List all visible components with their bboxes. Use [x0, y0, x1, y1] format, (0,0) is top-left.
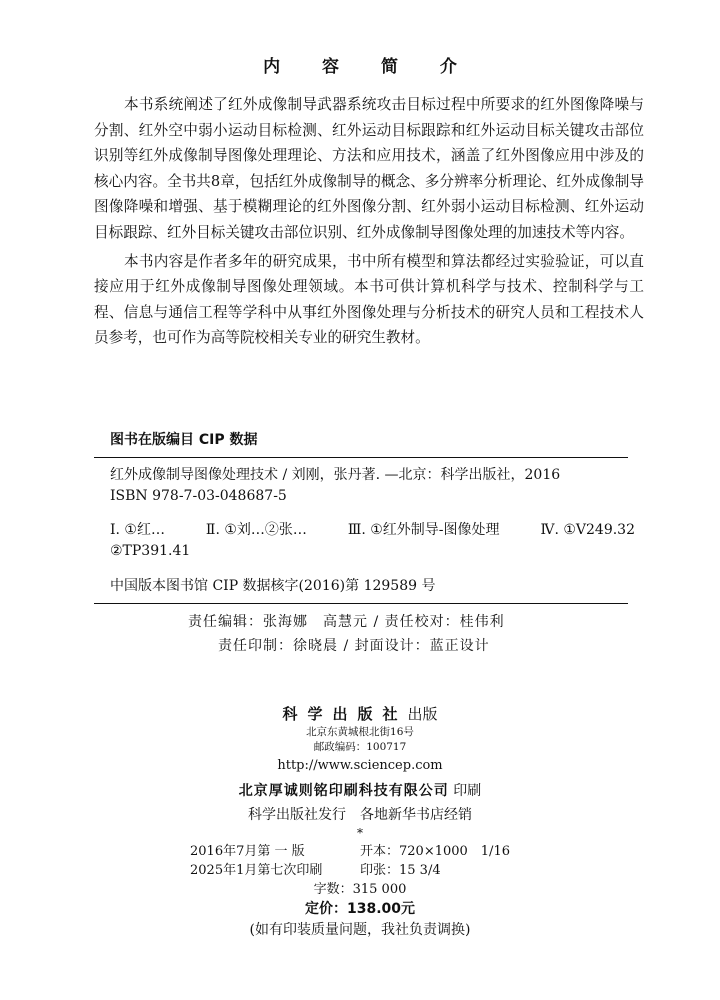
cip-class-a: Ⅰ. ①红…: [110, 522, 165, 538]
publisher-line: [0, 703, 720, 725]
publisher-address: 北京东黄城根北街16号: [306, 726, 414, 738]
credits-editors: 责任编辑：张海娜 高慧元 / 责任校对：桂伟利: [188, 614, 505, 630]
book-introduction: [94, 92, 644, 354]
cip-class-e: ②TP391.41: [110, 543, 191, 559]
cip-citation-line: 红外成像制导图像处理技术 / 刘刚，张丹著. —北京：科学出版社，2016: [110, 467, 561, 483]
cip-citation: [110, 465, 635, 507]
publisher-url: http://www.sciencep.com: [277, 758, 443, 773]
printer-name: 北京厚诚则铭印刷科技有限公司: [238, 783, 449, 799]
exchange-notice: (如有印装质量问题，我社负责调换): [249, 922, 471, 938]
cip-class-c: Ⅲ. ①红外制导-图像处理: [347, 522, 500, 538]
edition-specs: [0, 842, 720, 899]
cip-isbn: ISBN 978-7-03-048687-5: [110, 488, 287, 504]
format-info: 开本：720×1000 1/16: [360, 844, 510, 859]
price: 定价：138.00元: [304, 901, 416, 917]
sheets-info: 印张：15 3/4: [360, 863, 441, 878]
printer-line: [0, 780, 720, 802]
cip-class-b: Ⅱ. ①刘…②张…: [205, 522, 307, 538]
cip-classification: [110, 520, 635, 562]
printer-suffix: 印刷: [453, 783, 482, 799]
publisher-postcode: 邮政编码：100717: [313, 741, 407, 753]
cip-record-number: 中国版本图书馆 CIP 数据核字(2016)第 129589 号: [110, 578, 436, 594]
specs-row: [0, 861, 720, 880]
printing-info: 2025年1月第七次印刷: [190, 863, 323, 878]
divider-top: [94, 457, 628, 458]
publication-imprint: [0, 703, 720, 941]
intro-paragraph: 本书系统阐述了红外成像制导武器系统攻击目标过程中所要求的红外图像降噪与分割、红外空中弱小运动目标检测、红外运动目标跟踪和红外运动目标关键攻击部位识别等红外成像制导图像处理理论、方法和应用技术，涵盖了红外图像应用中涉及的核心内容。全书共8章，包括红外成像制导的概念、多分辨率分析理论、红外成像制导图像降噪和增强、基于模糊理论的红外图像分割、红外弱小运动目标检测、红外运动目标跟踪、红外目标关键攻击部位识别、红外成像制导图像处理的加速技术等内容。: [94, 96, 644, 241]
separator-star: *: [357, 826, 363, 840]
distribution-line: 科学出版社发行 各地新华书店经销: [248, 807, 472, 823]
page-title: 内 容 简 介: [263, 57, 475, 77]
publisher-name: 科学出版社: [282, 705, 408, 723]
divider-bottom: [94, 603, 628, 604]
intro-paragraph: 本书内容是作者多年的研究成果，书中所有模型和算法都经过实验验证，可以直接应用于红外成像制导图像处理领域。本书可供计算机科学与技术、控制科学与工程、信息与通信工程等学科中从事红外图像处理与分析技术的研究人员和工程技术人员参考，也可作为高等院校相关专业的研究生教材。: [94, 252, 644, 347]
cip-class-d: Ⅳ. ①V249.32: [540, 522, 635, 538]
cip-heading: 图书在版编目 CIP 数据: [110, 432, 258, 448]
editorial-credits: [0, 610, 720, 658]
publisher-suffix: 出版: [407, 705, 438, 723]
edition-info: 2016年7月第 一 版: [190, 844, 305, 859]
cip-classification-row: [110, 520, 635, 541]
word-count: 字数：315 000: [313, 882, 407, 897]
credits-production: 责任印制：徐晓晨 / 封面设计：蓝正设计: [218, 638, 490, 654]
specs-row: [0, 842, 720, 861]
